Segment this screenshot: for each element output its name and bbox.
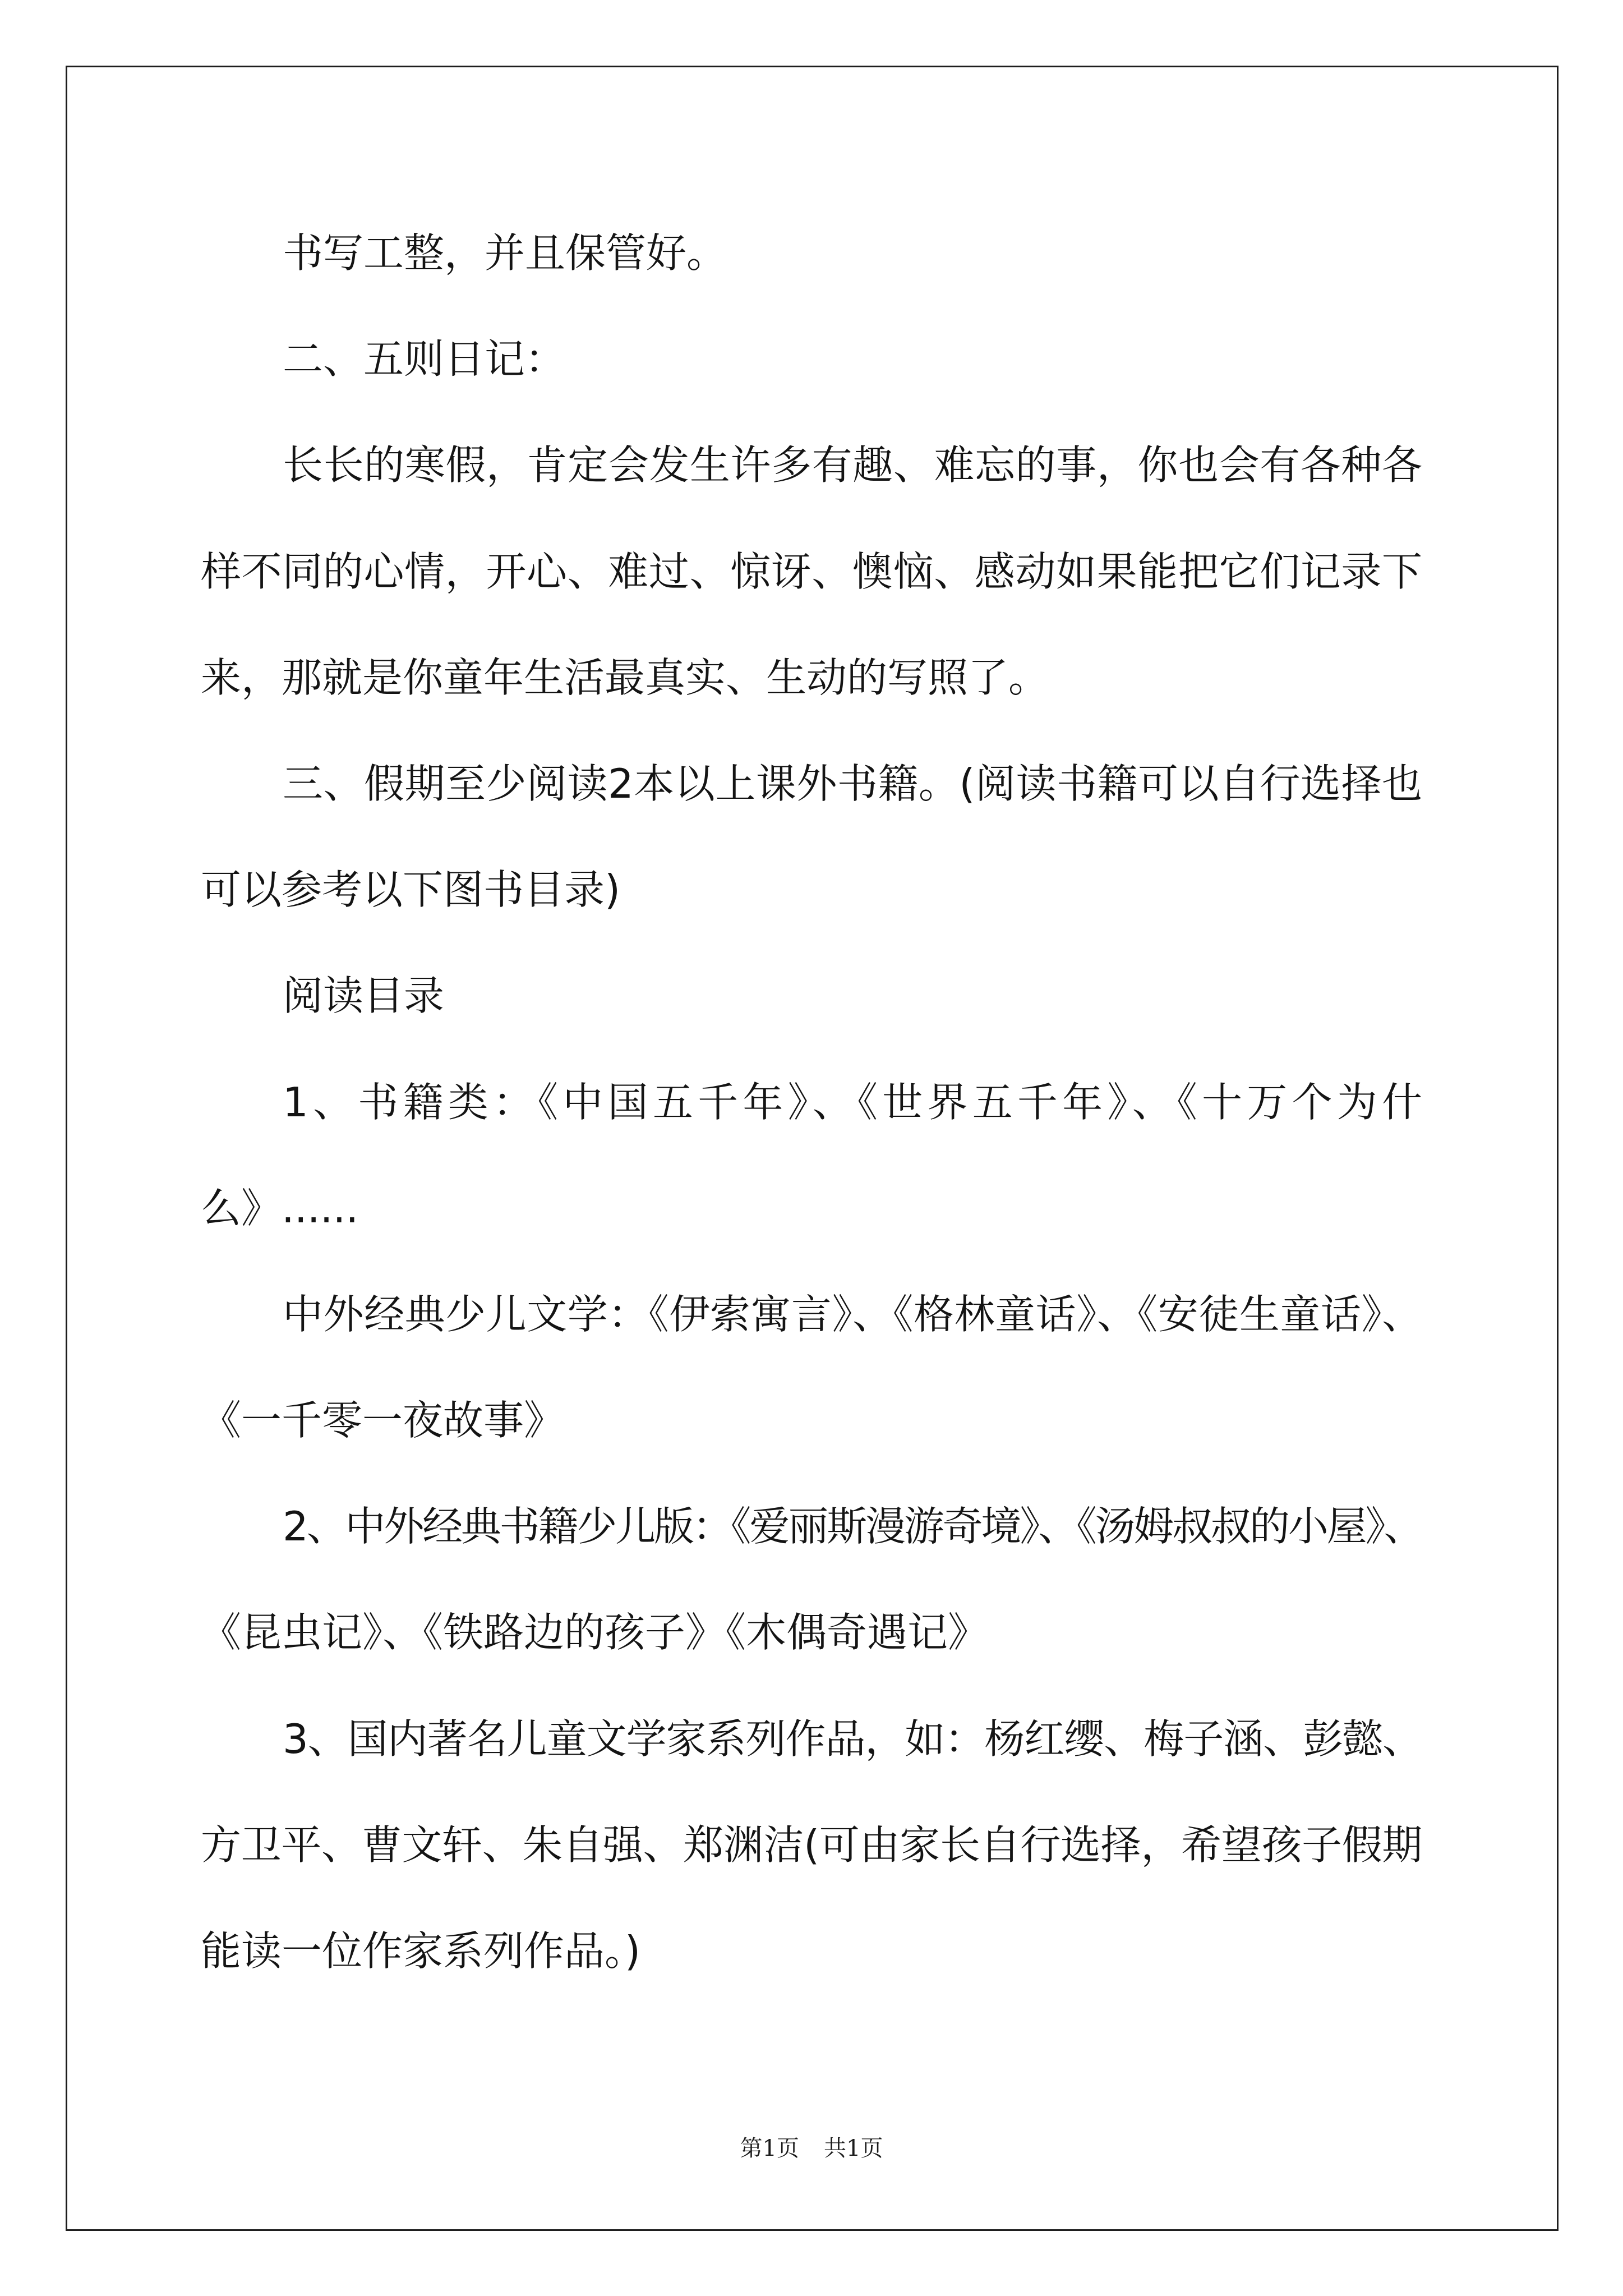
list-item: 中外经典少儿文学：《伊索寓言》、《格林童话》、《安徒生童话》、 <box>283 1290 1422 1338</box>
paragraph-line: 来，那就是你童年生活最真实、生动的写照了。 <box>201 654 1049 701</box>
list-item: 3、国内著名儿童文学家系列作品，如：杨红缨、梅子涵、彭懿、 <box>283 1715 1422 1763</box>
list-item: 2、中外经典书籍少儿版：《爱丽斯漫游奇境》、《汤姆叔叔的小屋》、 <box>283 1503 1422 1550</box>
document-body <box>201 200 1422 2004</box>
section-heading-diary: 二、五则日记： <box>283 335 566 383</box>
page-number: 第1页 <box>740 2136 799 2161</box>
paragraph-line: 书写工整，并且保管好。 <box>283 229 727 277</box>
list-item-continuation: 方卫平、曹文轩、朱自强、郑渊洁(可由家长自行选择，希望孩子假期 <box>201 1821 1422 1869</box>
page-total: 共1页 <box>824 2136 883 2161</box>
list-item-continuation: 么》...... <box>201 1184 359 1232</box>
list-item-continuation: 《昆虫记》、《铁路边的孩子》《木偶奇遇记》 <box>201 1609 989 1657</box>
page-footer <box>0 2132 1623 2165</box>
list-item-continuation: 《一千零一夜故事》 <box>201 1397 565 1444</box>
section-heading-reading: 三、假期至少阅读2本以上课外书籍。(阅读书籍可以自行选择也 <box>283 760 1422 807</box>
paragraph-line: 样不同的心情，开心、难过、惊讶、懊恼、感动如果能把它们记录下 <box>201 547 1422 595</box>
list-item: 1、书籍类：《中国五千年》、《世界五千年》、《十万个为什 <box>283 1078 1422 1126</box>
reading-list-title: 阅读目录 <box>283 972 445 1020</box>
paragraph-line: 可以参考以下图书目录) <box>201 866 621 914</box>
list-item-continuation: 能读一位作家系列作品。) <box>201 1927 641 1975</box>
paragraph-line: 长长的寒假，肯定会发生许多有趣、难忘的事，你也会有各种各 <box>283 441 1422 489</box>
